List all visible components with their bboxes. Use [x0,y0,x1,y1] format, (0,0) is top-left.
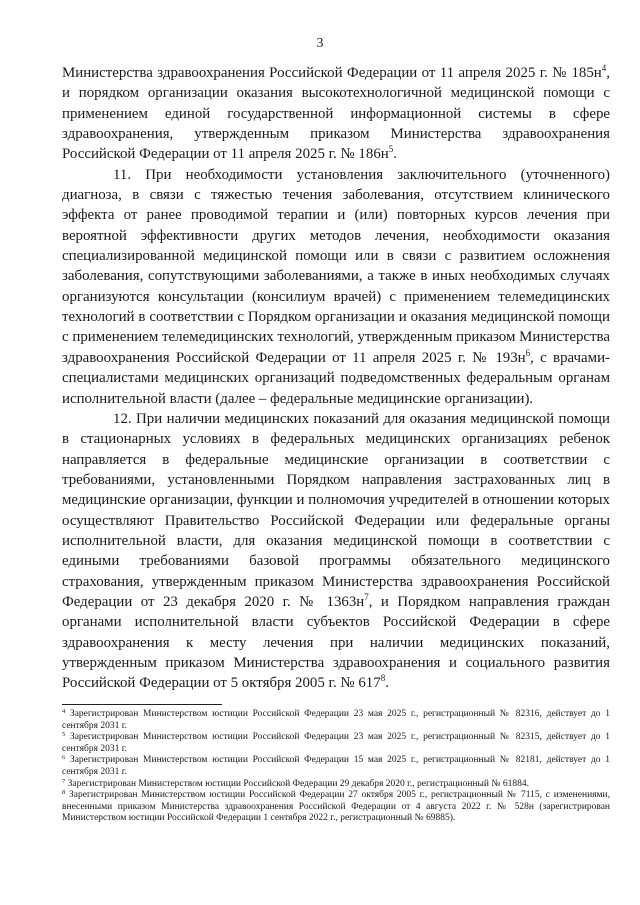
text-run: Министерства здравоохранения Российской Федерации от 11 апреля 2025 г. № 185н [62,65,602,81]
footnote-mark: 6 [62,754,66,762]
footnote [62,779,610,791]
footnote-text: Зарегистрирован Министерством юстиции Российской Федерации 15 мая 2025 г., регистрационный № 82181, действует до 1 сентября 2031 г. [62,755,610,777]
footnote-text: Зарегистрирован Министерством юстиции Российской Федерации 23 мая 2025 г., регистрационный № 82316, действует до 1 сентября 2031 г. [62,709,610,731]
footnote [62,709,610,732]
footnote-ref: 4 [601,63,607,73]
footnote-ref: 7 [364,591,369,602]
footnote-mark: 8 [62,789,66,797]
paragraph-continuation [62,63,610,165]
text-run: , с врачами-специалистами медицинских организаций подведомственных федеральным органам исполнительной власти (далее – федеральные медицинские организации). [62,349,610,407]
footnote-mark: 7 [62,777,66,785]
document-body [62,63,610,694]
footnotes [62,709,610,825]
paragraph-item-11 [62,165,610,409]
text-run: 11. При необходимости установления заключительного (уточненного) диагноза, в связи с тяжестью течения заболевания, отсутствием клинического эффекта от ранее проводимой терапии и (или) повторных курсов лечения при вероятной эффективности других методов лечения, необходимости оказания специализированной медицинской помощи или в связи с развитием осложнения заболевания, сопутствующими заболеваниями, а также в иных необходимых случаях организуются консультации (консилиум врачей) с применением телемедицинских технологий в соответствии с Порядком организации и оказания медицинской помощи с применением телемедицинских технологий, утвержденным приказом Министерства здравоохранения Российской Федерации от 11 апреля 2025 г. № 193н [62,166,610,366]
footnote-ref: 5 [388,144,394,155]
footnote-mark: 5 [62,731,66,739]
paragraph-item-12 [62,409,610,694]
footnote [62,732,610,755]
text-run: , и Порядком направления граждан органами исполнительной власти субъектов Российской Федерации в сфере здравоохранения к месту лечения при наличии медицинских показаний, утвержденным приказом Министерства здравоохранения и социального развития Российской Федерации от 5 октября 2005 г. № 617 [62,593,611,692]
footnote [62,755,610,778]
footnote-text: Зарегистрирован Министерством юстиции Российской Федерации 23 мая 2025 г., регистрационный № 82315, действует до 1 сентября 2031 г. [62,732,610,754]
footnote-mark: 4 [62,708,66,715]
text-run: , и порядком организации оказания высокотехнологичной медицинской помощи с применением единой государственной информационной системы в сфере здравоохранения, утвержденным приказом Министерства здравоохранения Российской Федерации от 11 апреля 2025 г. № 186н [62,65,610,163]
page-number: 3 [316,36,324,51]
footnote-text: Зарегистрирован Министерством юстиции Российской Федерации 27 октября 2005 г., регистрационный № 7115, с изменениями, внесенными приказом Министерства здравоохранения Российской Федерации от 4 августа 2022 г. № 528н (зарегистрирован Министерством юстиции Российской Федерации 1 сентября 2022 г., регистрационный № 69885). [62,790,610,824]
footnote-ref: 6 [525,347,531,358]
text-run: 12. При наличии медицинских показаний для оказания медицинской помощи в стационарных условиях в федеральных медицинских организациях ребенок направляется в федеральные медицинские организации в соответствии с требованиями, установленными Порядком направления застрахованных лиц в медицинские организации, функции и полномочия учредителей в отношении которых осуществляют Правительство Российской Федерации или федеральные органы исполнительной власти, для оказания медицинской помощи в соответствии с едиными требованиями базовой программы обязательного медицинского страхования, утвержденным приказом Министерства здравоохранения Российской Федерации от 23 декабря 2020 г. № 1363н [62,410,610,610]
footnote [62,790,610,825]
text-run: . [393,146,397,163]
footnote-separator [62,704,222,705]
text-run: . [385,675,389,692]
footnote-ref: 8 [380,673,386,684]
footnote-text: Зарегистрирован Министерством юстиции Российской Федерации 29 декабря 2020 г., регистрационный № 61884. [65,778,529,789]
